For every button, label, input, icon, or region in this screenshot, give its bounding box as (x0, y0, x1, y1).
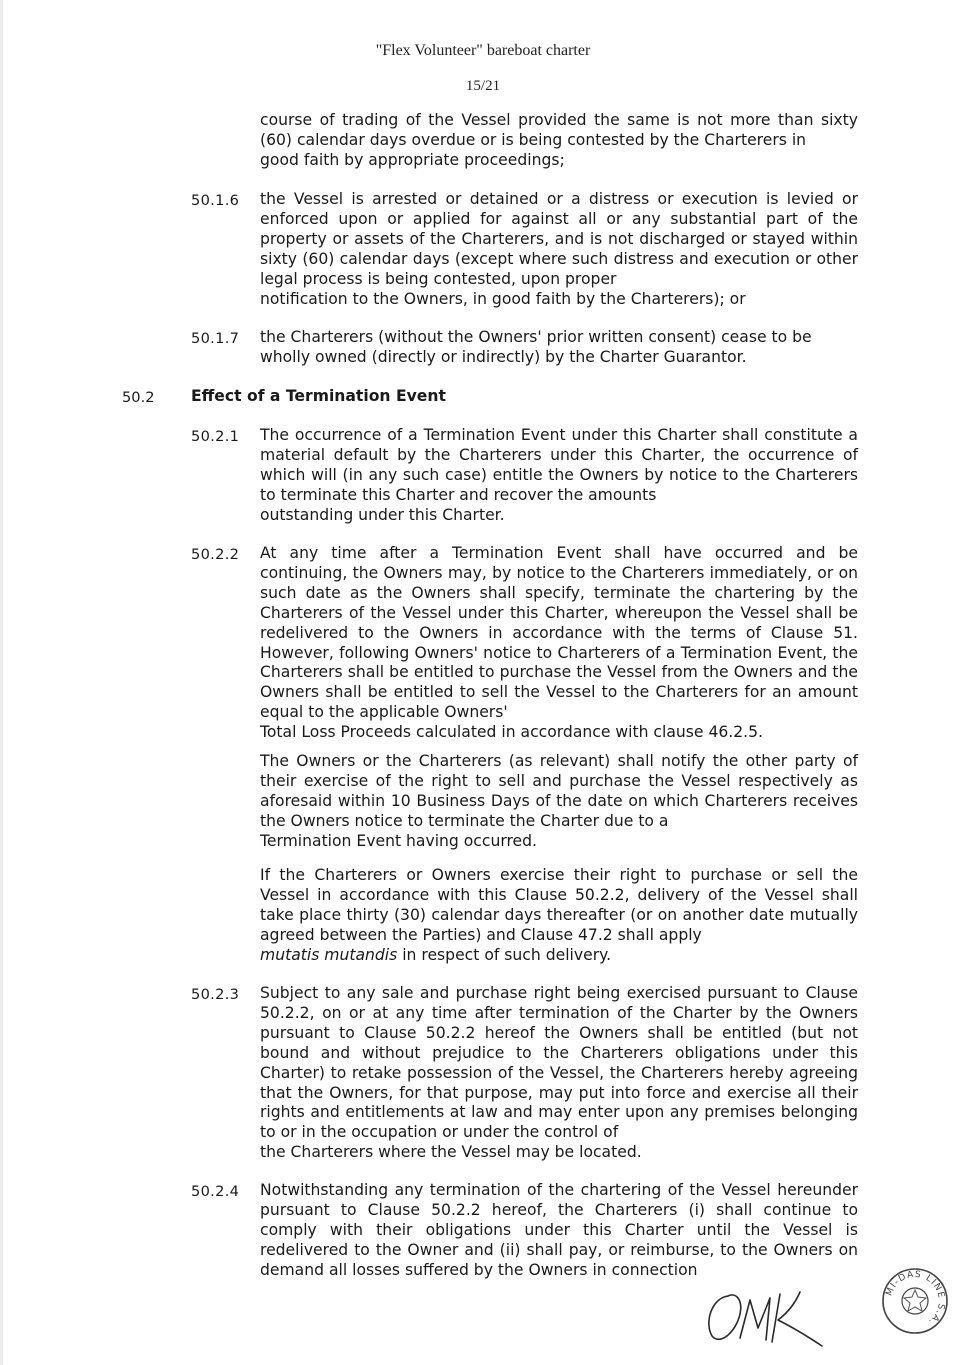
clause-number: 50.1.7 (191, 330, 240, 347)
clause-number: 50.2.4 (191, 1183, 240, 1200)
latin-phrase: mutatis mutandis (260, 945, 398, 964)
clause-50-2-4-text: Notwithstanding any termination of the chartering of the Vessel hereunder pursuant to Clause 50.2.2 hereof, the Charterers (i) shall continue to comply with their obligations under this Charter until the Vessel is redelivered to the Owner and (ii) shall pay, or reimburse, to the Owners on demand all losses suffered by the Owners in connection (260, 1181, 858, 1279)
clause-50-2-2-text: At any time after a Termination Event shall have occurred and be continuing, the Owners may, by notice to the Charterers immediately, or on such date as the Owners shall specify, terminate the chartering by the Charterers of the Vessel under this Charter, whereupon the Vessel shall be redelivered to the Owners in accordance with the terms of Clause 51. However, following Owners' notice to Charterers of a Termination Event, the Charterers shall be entitled to purchase the Vessel from the Owners and the Owners shall be entitled to sell the Vessel to the Charterers for an amount equal to the applicable Owners' Total Loss Proceeds calculated in accordance with clause 46.2.5. (260, 544, 858, 742)
page-edge (0, 0, 3, 1365)
svg-text:MI-DAS LINE S.A.: MI-DAS LINE S.A. (884, 1269, 947, 1328)
company-stamp (880, 1266, 950, 1336)
clause-50-1-7-text: the Charterers (without the Owners' prior written consent) cease to be wholly owned (directly or indirectly) by the Charter Guarantor. (260, 328, 812, 366)
clause-number: 50.2.1 (191, 428, 240, 445)
clause-50-2-3-text: Subject to any sale and purchase right being exercised pursuant to Clause 50.2.2, on or at any time after termination of the Charter by the Owners pursuant to Clause 50.2.2 hereof the Owners shall be entitled (but not bound and without prejudice to the Charterers obligations under this Charter) to retake possession of the Vessel, the Charterers hereby agreeing that the Owners, for that purpose, may put into force and exercise all their rights and entitlements at law and may enter upon any premises belonging to or in the occupation or under the control of the Charterers where the Vessel may be located. (260, 984, 858, 1162)
clause-50-2-2-paragraph-3: If the Charterers or Owners exercise their right to purchase or sell the Vessel in accordance with this Clause 50.2.2, delivery of the Vessel shall take place thirty (30) calendar days thereafter (or on another date mutually agreed between the Parties) and Clause 47.2 shall apply mutatis mutandis in respect of such delivery. (260, 866, 858, 964)
clause-50-2-1-text: The occurrence of a Termination Event under this Charter shall constitute a material default by the Charterers under this Charter, the occurrence of which will (in any such case) entitle the Owners by notice to the Charterers to terminate this Charter and recover the amounts outstanding under this Charter. (260, 426, 858, 524)
page-number: 15/21 (465, 78, 501, 94)
clause-number: 50.2.2 (191, 546, 240, 563)
clause-50-1-6-text: the Vessel is arrested or detained or a distress or execution is levied or enforced upon or applied for against all or any substantial part of the property or assets of the Charterers, and is not discharged or stayed within sixty (60) calendar days (except where such distress and execution or other legal process is being contested, upon proper notification to the Owners, in good faith by the Charterers); or (260, 190, 858, 308)
document-title: "Flex Volunteer" bareboat charter (375, 42, 591, 59)
clause-50-1-5-continuation: course of trading of the Vessel provided the same is not more than sixty (60) calendar days overdue or is being contested by the Charterers in good faith by appropriate proceedings; (260, 111, 858, 169)
clause-50-2-2-paragraph-2: The Owners or the Charterers (as relevant) shall notify the other party of their exercise of the right to sell and purchase the Vessel respectively as aforesaid within 10 Business Days of the date on which Charterers receives the Owners notice to terminate the Charter due to a Termination Event having occurred. (260, 752, 858, 850)
section-heading: Effect of a Termination Event (191, 387, 446, 405)
handwritten-initials (700, 1288, 830, 1348)
section-number: 50.2 (122, 389, 155, 406)
clause-number: 50.2.3 (191, 986, 240, 1003)
clause-number: 50.1.6 (191, 192, 240, 209)
